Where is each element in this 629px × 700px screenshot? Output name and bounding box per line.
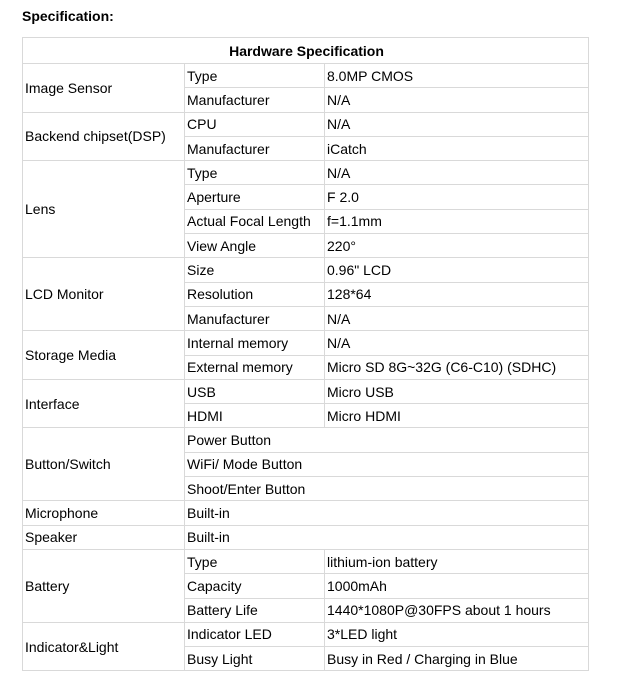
spec-item: HDMI [185,404,325,428]
table-row [23,331,589,355]
spec-value: N/A [325,161,589,185]
spec-value: 1000mAh [325,574,589,598]
spec-item: Type [185,64,325,88]
spec-item: View Angle [185,234,325,258]
spec-value: N/A [325,112,589,136]
table-row [23,622,589,646]
spec-item: Busy Light [185,647,325,671]
spec-item: Indicator LED [185,622,325,646]
table-row [23,549,589,573]
table-row [23,112,589,136]
table-row [23,258,589,282]
table-title: Hardware Specification [23,38,589,64]
spec-category: Storage Media [23,331,185,380]
table-row [23,161,589,185]
spec-item: Shoot/Enter Button [185,477,589,501]
spec-item: Capacity [185,574,325,598]
spec-item: CPU [185,112,325,136]
spec-value: N/A [325,331,589,355]
spec-value: Micro SD 8G~32G (C6-C10) (SDHC) [325,355,589,379]
spec-item: Internal memory [185,331,325,355]
spec-item: Built-in [185,501,589,525]
spec-item: Actual Focal Length [185,209,325,233]
spec-value: lithium-ion battery [325,549,589,573]
spec-value: iCatch [325,136,589,160]
spec-item: Aperture [185,185,325,209]
table-row [23,501,589,525]
spec-value: Busy in Red / Charging in Blue [325,647,589,671]
table-row [23,379,589,403]
spec-category: Lens [23,161,185,258]
spec-category: Button/Switch [23,428,185,501]
spec-item: Battery Life [185,598,325,622]
spec-item: Manufacturer [185,306,325,330]
spec-category: LCD Monitor [23,258,185,331]
table-row [23,428,589,452]
spec-item: Built-in [185,525,589,549]
hardware-spec-table [22,37,589,671]
spec-item: Size [185,258,325,282]
spec-value: 220° [325,234,589,258]
spec-item: Resolution [185,282,325,306]
spec-value: N/A [325,306,589,330]
spec-category: Indicator&Light [23,622,185,671]
spec-item: USB [185,379,325,403]
spec-category: Backend chipset(DSP) [23,112,185,161]
spec-item: Manufacturer [185,88,325,112]
table-row [23,64,589,88]
table-header-row [23,38,589,64]
spec-value: f=1.1mm [325,209,589,233]
spec-item: External memory [185,355,325,379]
spec-item: Type [185,161,325,185]
spec-category: Image Sensor [23,64,185,113]
table-row [23,525,589,549]
spec-value: 0.96" LCD [325,258,589,282]
spec-value: 3*LED light [325,622,589,646]
spec-category: Microphone [23,501,185,525]
spec-category: Interface [23,379,185,428]
spec-value: N/A [325,88,589,112]
spec-category: Speaker [23,525,185,549]
page-title: Specification: [22,8,114,24]
spec-value: 1440*1080P@30FPS about 1 hours [325,598,589,622]
spec-item: Type [185,549,325,573]
spec-item: WiFi/ Mode Button [185,452,589,476]
spec-value: F 2.0 [325,185,589,209]
table-body [23,64,589,671]
spec-value: 128*64 [325,282,589,306]
spec-category: Battery [23,549,185,622]
spec-value: Micro USB [325,379,589,403]
spec-item: Manufacturer [185,136,325,160]
spec-value: Micro HDMI [325,404,589,428]
spec-value: 8.0MP CMOS [325,64,589,88]
spec-item: Power Button [185,428,589,452]
